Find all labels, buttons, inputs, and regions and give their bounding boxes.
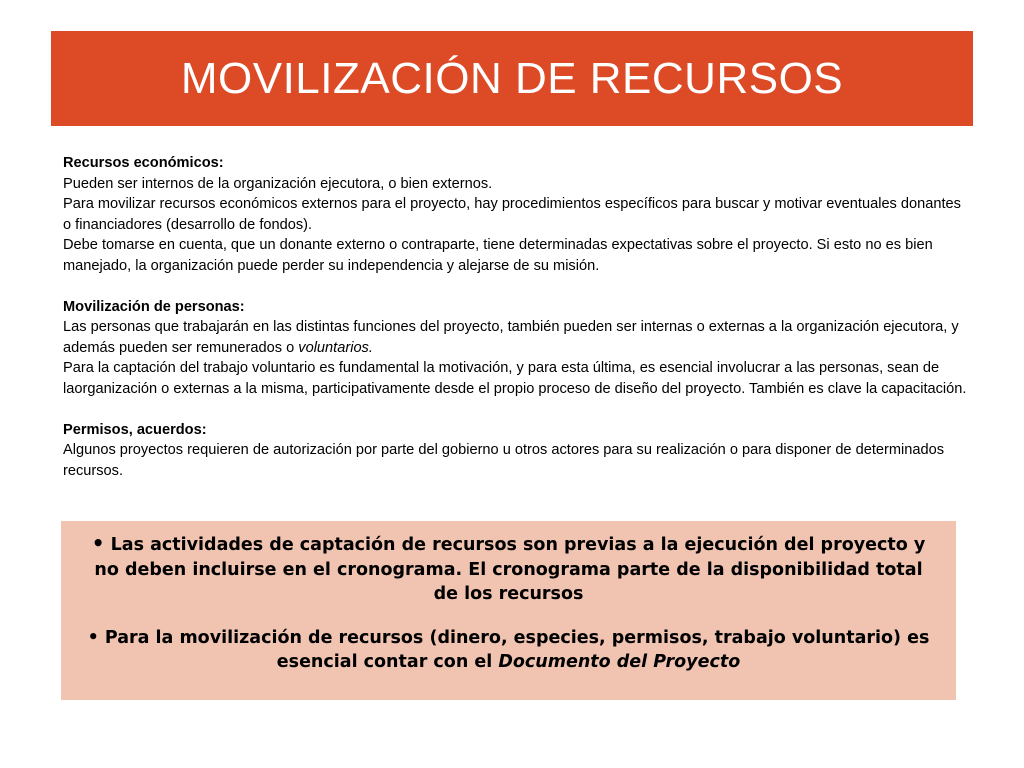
section-heading-people: Movilización de personas: bbox=[63, 298, 245, 315]
paragraph-line: Para movilizar recursos económicos externos para el proyecto, hay procedimientos específicos para buscar y motivar eventuales donantes o financiadores (desarrollo de fondos). bbox=[63, 196, 961, 233]
italic-text: voluntarios. bbox=[298, 339, 373, 356]
note-box bbox=[61, 521, 956, 700]
paragraph-line: Pueden ser internos de la organización ejecutora, o bien externos. bbox=[63, 175, 493, 192]
paragraph-line: Debe tomarse en cuenta, que un donante externo o contraparte, tiene determinadas expectativas sobre el proyecto. Si esto no es bien manejado, la organización puede perder su independencia y alejarse de su misión. bbox=[63, 237, 933, 274]
spacer bbox=[63, 399, 968, 420]
section-heading-economic: Recursos económicos: bbox=[63, 155, 224, 171]
paragraph-line: Algunos proyectos requieren de autorización por parte del gobierno u otros actores para su realización o para disponer de determinados recursos. bbox=[63, 442, 945, 479]
paragraph-line bbox=[63, 317, 968, 358]
body-text bbox=[63, 153, 968, 481]
bullet-item bbox=[61, 626, 956, 675]
bullet-item bbox=[61, 531, 956, 607]
title-bar bbox=[51, 31, 973, 126]
bullet-text: Para la movilización de recursos (dinero, especies, permisos, trabajo voluntario) es esencial contar con el bbox=[104, 627, 930, 672]
slide-title: MOVILIZACIÓN DE RECURSOS bbox=[180, 53, 844, 103]
bullet-icon: • bbox=[87, 627, 99, 648]
paragraph-text: Las personas que trabajarán en las distintas funciones del proyecto, también pueden ser internas o externas a la organización ejecutora, y además pueden ser remunerados o bbox=[63, 319, 959, 356]
bullet-icon: • bbox=[91, 531, 105, 555]
paragraph-line: Para la captación del trabajo voluntario es fundamental la motivación, y para esta última, es esencial involucrar a las personas, sean de laorganización o externas a la misma, participativamente desde el propio proceso de diseño del proyecto. También es clave la capacitación. bbox=[63, 360, 967, 397]
italic-text: Documento del Proyecto bbox=[498, 652, 741, 672]
spacer bbox=[63, 276, 968, 297]
section-heading-permits: Permisos, acuerdos: bbox=[63, 421, 207, 438]
bullet-text: Las actividades de captación de recursos son previas a la ejecución del proyecto y no deben incluirse en el cronograma. El cronograma parte de la disponibilidad total de los recursos bbox=[94, 535, 926, 604]
